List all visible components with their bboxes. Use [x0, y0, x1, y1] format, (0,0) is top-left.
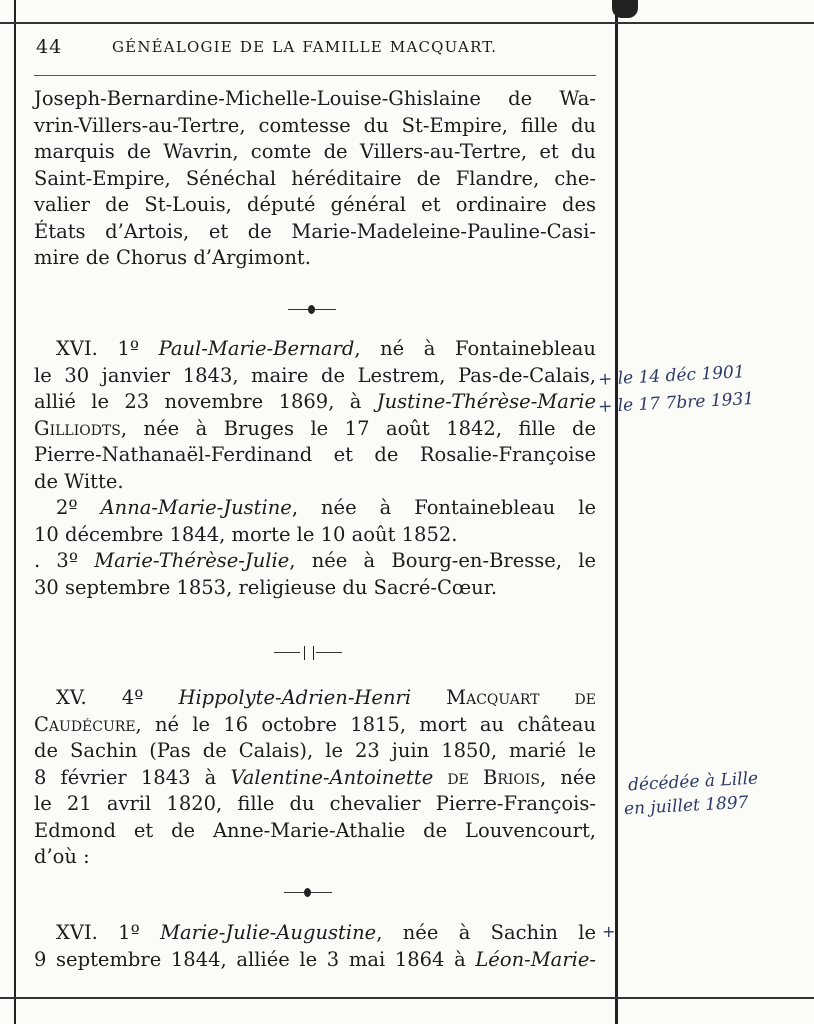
top-frame-line [0, 22, 814, 24]
text-line: 30 septembre 1853, religieuse du Sacré-Cœur. [34, 575, 498, 599]
text-line: Edmond et de Anne-Marie-Athalie de Louvencourt, [34, 818, 596, 842]
text-line: États d’Artois, et de Marie-Madeleine-Pauline-Casi- [34, 219, 596, 243]
text-line: 2º Anna-Marie-Justine, née à Fontainebleau le [56, 496, 596, 519]
paragraph-continuation [34, 86, 596, 272]
text-line: le 21 avril 1820, fille du chevalier Pierre-François- [34, 792, 596, 815]
handwritten-note-death: en juillet 1897 [623, 792, 749, 820]
text-line: Pierre-Nathanaël-Ferdinand et de Rosalie-Françoise [34, 443, 596, 466]
section-separator [288, 303, 336, 317]
text-line: vrin-Villers-au-Tertre, comtesse du St-Empire, fille du [34, 113, 596, 137]
text-line: le 30 janvier 1843, maire de Lestrem, Pas-de-Calais, [34, 363, 596, 387]
text-line: Saint-Empire, Sénéchal héréditaire de Flandre, che- [34, 166, 596, 190]
entry-xvi-marie-julie [34, 920, 596, 973]
entry-xv-hippolyte [34, 685, 596, 871]
binding-mark [612, 0, 638, 18]
person-name: Marie-Thérèse-Julie [94, 549, 290, 572]
text-line: XVI. 1º Marie-Julie-Augustine, née à Sachin le [56, 921, 597, 944]
header-rule [34, 75, 596, 76]
text-line: de Sachin (Pas de Calais), le 23 juin 1850, marié le [34, 739, 596, 762]
left-frame-line [14, 0, 16, 1024]
person-name: Valentine-Antoinette [230, 765, 434, 789]
text-line: 8 février 1843 à Valentine-Antoinette de Briois, née [34, 765, 596, 789]
handwritten-note-death: + le 14 déc 1901 [597, 362, 746, 390]
text-line: marquis de Wavrin, comte de Villers-au-Tertre, et du [34, 140, 596, 163]
text-line: mire de Chorus d’Argimont. [34, 246, 311, 269]
text-line: 10 décembre 1844, morte le 10 août 1852. [34, 522, 458, 546]
text-line: d’où : [34, 845, 90, 868]
entry-xvi-paul [34, 336, 596, 601]
text-line: Caudécure, né le 16 octobre 1815, mort au château [34, 712, 596, 736]
person-name: Justine-Thérèse-Marie [376, 390, 596, 413]
text-line: allié le 23 novembre 1869, à Justine-Thérèse-Marie [34, 390, 596, 413]
person-name: Léon-Marie- [475, 947, 596, 971]
handwritten-note-death: décédée à Lille [627, 768, 759, 796]
text-line: valier de St-Louis, député général et ordinaire des [34, 193, 596, 216]
bottom-frame-line [0, 997, 814, 999]
running-head: GÉNÉALOGIE DE LA FAMILLE MACQUART. [112, 38, 498, 56]
handwritten-note-death: + le 17 7bre 1931 [597, 388, 755, 418]
section-separator [274, 646, 342, 660]
person-name: Paul-Marie-Bernard [158, 337, 355, 360]
text-line: Joseph-Bernardine-Michelle-Louise-Ghislaine de Wa- [34, 87, 596, 110]
person-name: Hippolyte-Adrien-Henri [178, 686, 412, 709]
person-name: Marie-Julie-Augustine [160, 921, 377, 944]
page-number: 44 [36, 36, 63, 58]
text-line: . 3º Marie-Thérèse-Julie, née à Bourg-en-Bresse, le [34, 549, 597, 572]
text-line: 9 septembre 1844, alliée le 3 mai 1864 à Léon-Marie- [34, 947, 596, 971]
section-separator [284, 886, 332, 900]
text-line: Gilliodts, née à Bruges le 17 août 1842, fille de [34, 416, 596, 440]
text-line: XVI. 1º Paul-Marie-Bernard, né à Fontainebleau [56, 337, 596, 360]
text-line: XV. 4º Hippolyte-Adrien-Henri Macquart de [56, 686, 596, 709]
handwritten-cross-mark: + [602, 922, 616, 941]
right-frame-line [615, 0, 618, 1024]
person-name: Anna-Marie-Justine [100, 496, 292, 519]
text-line: de Witte. [34, 469, 124, 493]
